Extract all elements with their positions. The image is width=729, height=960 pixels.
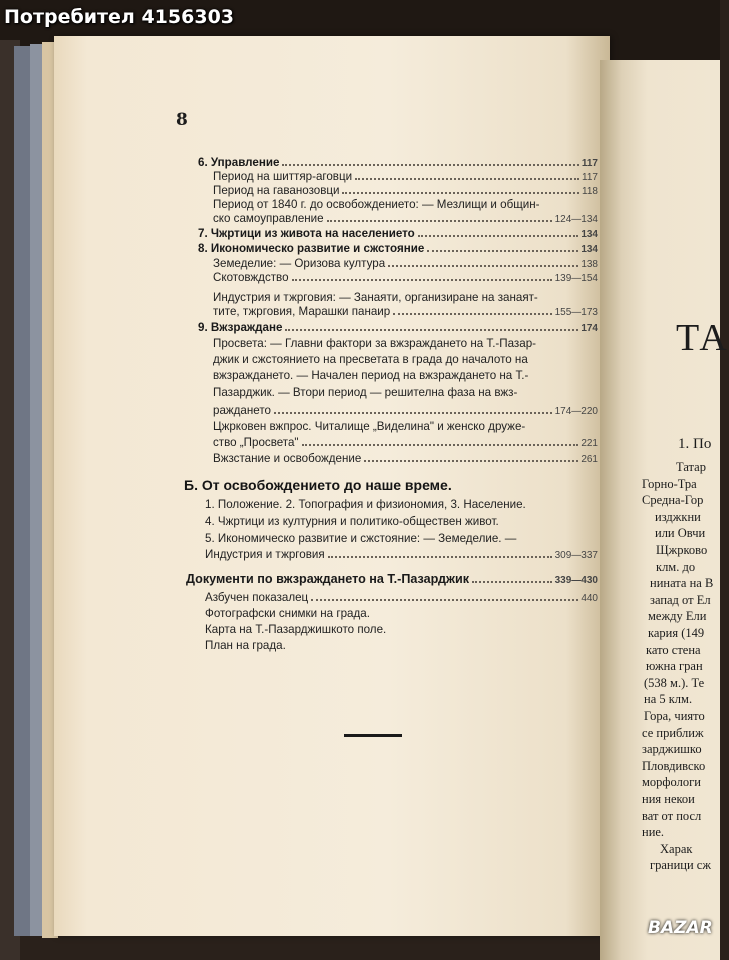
right-page-line: Пловдивско (642, 758, 706, 773)
right-page-line: изджкни (655, 509, 701, 524)
right-page-section: 1. По (678, 436, 712, 452)
toc-item: Период на шиттяр-аговци 117 (213, 170, 598, 183)
right-page-line: морфологи (642, 775, 701, 790)
right-page-line: запад от Ел (650, 592, 711, 607)
toc-item: раждането 174—220 (213, 404, 598, 417)
right-page-line: като стена (646, 642, 701, 657)
toc-text-line: Фотографски снимки на града. (205, 607, 370, 620)
right-page-line: ние. (642, 825, 665, 840)
toc-section-8: 8. Икономическо развитие и сжстояние 134 (198, 242, 598, 255)
toc-item: Азбучен показалец 440 (205, 591, 598, 604)
right-page-line: клм. до (656, 559, 696, 574)
right-page-line: ват от посл (642, 808, 702, 823)
right-page-line: нината на В (650, 576, 714, 591)
right-page-line: (538 м.). Те (644, 675, 705, 690)
page-number: 8 (176, 110, 188, 130)
toc-item: Период на гаванозовци 118 (213, 184, 598, 197)
brand-logo: BAZAR (648, 918, 713, 938)
toc-text-line: Карта на Т.-Пазарджишкото поле. (205, 623, 387, 636)
right-page-line: Средна-Гор (642, 493, 704, 508)
user-watermark: Потребител 4156303 (4, 6, 235, 28)
toc-item: тите, тжрговия, Марашки панаир 155—173 (213, 305, 598, 318)
right-page-line: се приближ (642, 725, 704, 740)
right-page-line: южна гран (646, 659, 703, 674)
right-page-line: кария (149 (648, 626, 705, 640)
toc-item: Вжзстание и освобождение 261 (213, 452, 598, 465)
toc-text-line: 5. Икономическо развитие и сжстояние: — Земеделие. — (205, 532, 517, 545)
toc-item-line: Период от 1840 г. до освобождението: — Мезлищи и общин- (213, 198, 540, 211)
right-page-line: или Овчи (655, 526, 706, 541)
right-page-line: Гора, чиято (644, 709, 705, 723)
right-page-line: Татар (676, 460, 706, 474)
right-page-line: Щжрково (656, 543, 708, 557)
toc-section-6: 6. Управление 117 (198, 156, 598, 169)
toc-item-line: Индустрия и тжрговия: — Занаяти, организиране на занаят- (213, 291, 538, 304)
toc-text-line: Просвета: — Главни фактори за вжзраждането на Т.-Пазар- (213, 337, 536, 350)
toc-section-b: Б. От освобождението до наше време. (184, 477, 452, 493)
right-page-line: ния некои (642, 792, 695, 806)
toc-text-line: вжзраждането. — Начален период на вжзраждането на Т.- (213, 369, 529, 382)
toc-item: Индустрия и тжрговия 309—337 (205, 548, 598, 561)
closing-rule (344, 734, 402, 737)
toc-section-9: 9. Вжзраждане 174 (198, 321, 598, 334)
toc-item: Земеделие: — Оризова култура 138 (213, 257, 598, 270)
toc-text-line: План на града. (205, 639, 286, 652)
toc-item: Скотовждство 139—154 (213, 271, 598, 284)
toc-text-line: 1. Положение. 2. Топография и физиономия, 3. Население. (205, 498, 526, 511)
right-page-line: зарджишко (642, 742, 702, 757)
right-page-line: Горно-Тра (642, 476, 697, 491)
toc-text-line: Цжрковен вжпрос. Читалище „Виделина" и женско друже- (213, 420, 526, 433)
toc-item: ство „Просвета" 221 (213, 436, 598, 449)
right-page-line: на 5 клм. (644, 692, 693, 707)
toc-text-line: Пазарджик. — Втори период — решителна фаза на вжз- (213, 386, 518, 399)
right-page-line: Харак (660, 841, 693, 856)
toc-section-7: 7. Чжртици из живота на населението 134 (198, 227, 598, 240)
right-page-line: между Ели (648, 609, 707, 624)
toc-text-line: джик и сжстоянието на пресветата в града до началото на (213, 353, 528, 366)
right-page-line: граници сж (650, 858, 711, 873)
toc-documents: Документи по вжзраждането на Т.-Пазарджик 339—430 (186, 572, 598, 586)
toc-item: ско самоуправление 124—134 (213, 212, 598, 225)
right-page-heading: ТА (676, 317, 729, 359)
toc-text-line: 4. Чжртици из културния и политико-обществен живот. (205, 515, 499, 528)
